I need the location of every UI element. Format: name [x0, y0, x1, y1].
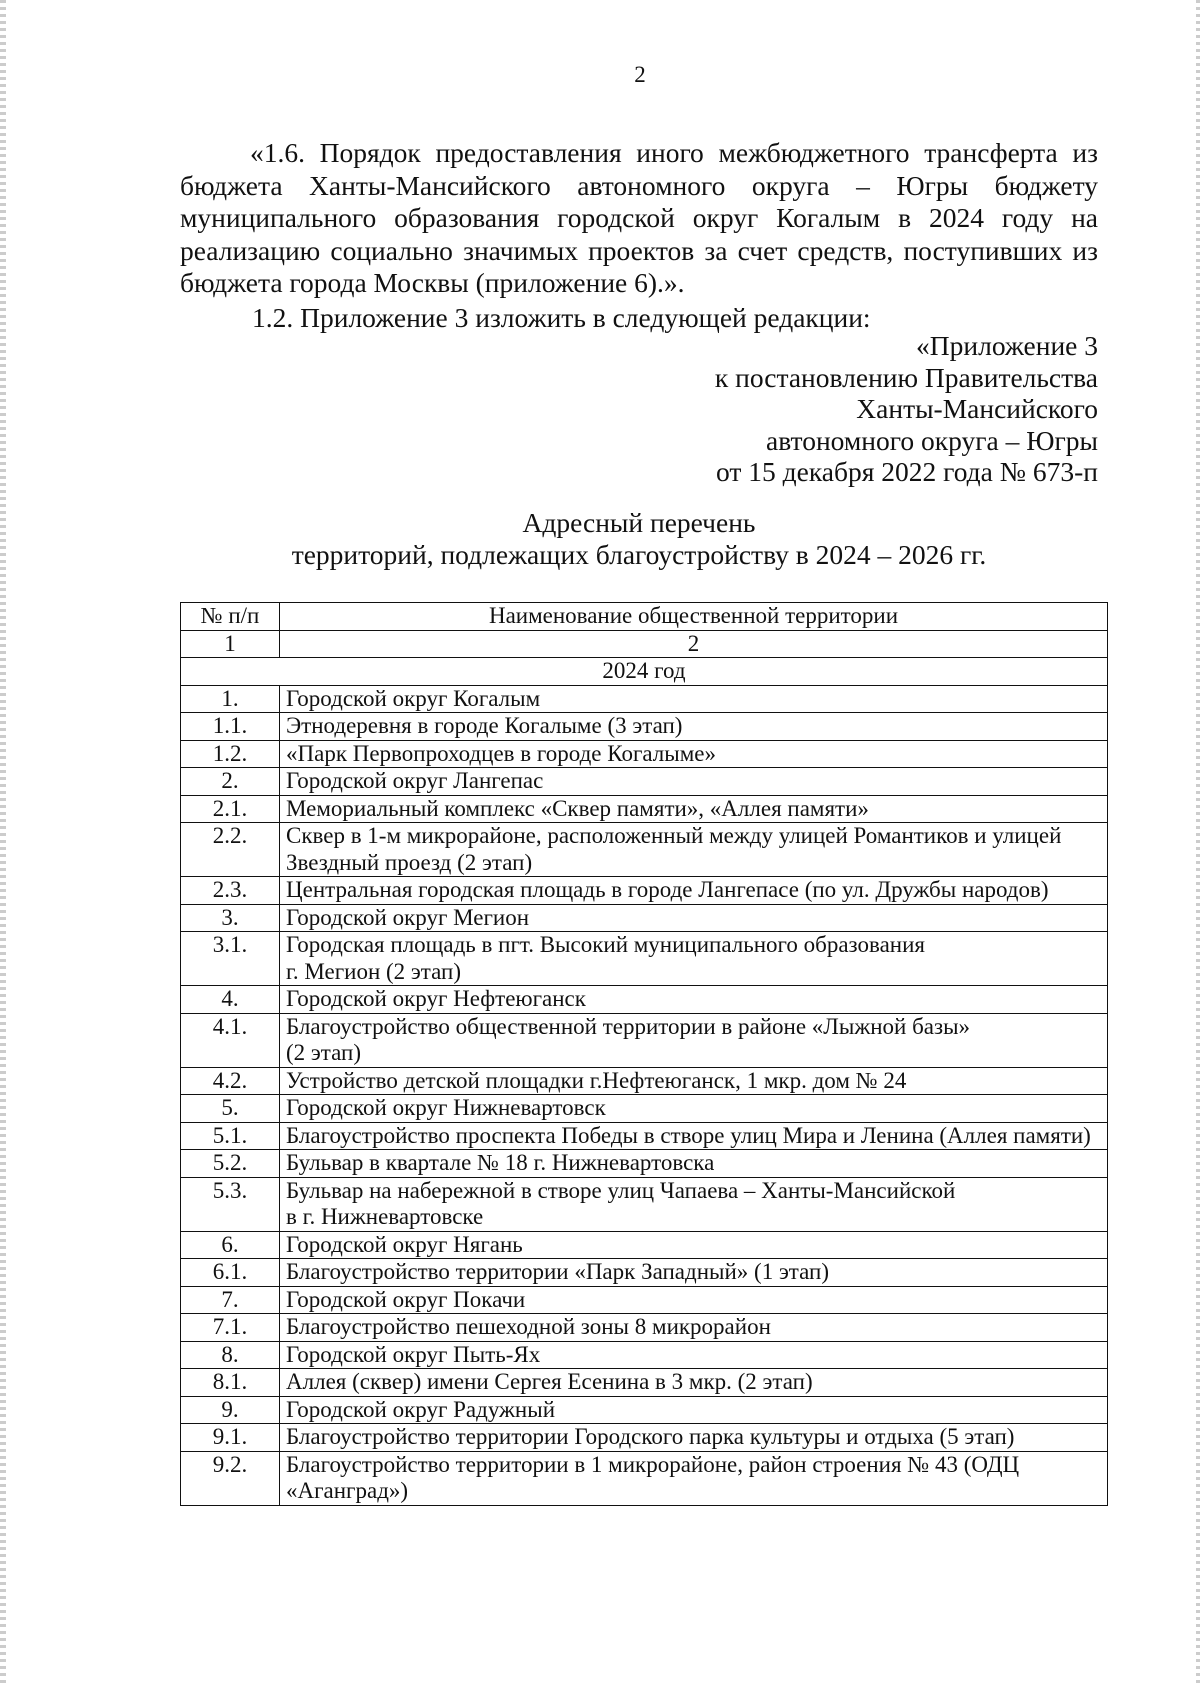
row-territory-name: Городской округ Нижневартовск — [280, 1095, 1108, 1123]
table-row — [181, 932, 1108, 986]
row-territory-name: Городская площадь в пгт. Высокий муниципального образования г. Мегион (2 этап) — [280, 932, 1108, 986]
row-number: 6. — [181, 1231, 280, 1259]
table-row — [181, 877, 1108, 905]
row-number: 2.1. — [181, 795, 280, 823]
row-territory-name: Бульвар на набережной в створе улиц Чапаева – Ханты-Мансийской в г. Нижневартовске — [280, 1177, 1108, 1231]
row-number: 8.1. — [181, 1369, 280, 1397]
row-number: 8. — [181, 1341, 280, 1369]
row-number: 7. — [181, 1286, 280, 1314]
appendix-line: к постановлению Правительства — [714, 361, 1098, 393]
table-row — [181, 904, 1108, 932]
row-territory-name: Аллея (сквер) имени Сергея Есенина в 3 мкр. (2 этап) — [280, 1369, 1108, 1397]
appendix-header — [715, 330, 1098, 488]
row-territory-name: Городской округ Покачи — [280, 1286, 1108, 1314]
row-number: 9.1. — [181, 1424, 280, 1452]
header-number: № п/п — [181, 603, 280, 631]
row-territory-name: Городской округ Когалым — [280, 685, 1108, 713]
row-number: 2.3. — [181, 877, 280, 905]
table-header-row — [181, 603, 1108, 631]
table-row — [181, 823, 1108, 877]
row-number: 4.2. — [181, 1067, 280, 1095]
title-line: территорий, подлежащих благоустройству в 2024 – 2026 гг. — [291, 539, 987, 570]
row-territory-name: Центральная городская площадь в городе Лангепасе (по ул. Дружбы народов) — [280, 877, 1108, 905]
table-row — [181, 1122, 1108, 1150]
title-line: Адресный перечень — [522, 507, 756, 538]
row-territory-name: Устройство детской площадки г.Нефтеюганск, 1 мкр. дом № 24 — [280, 1067, 1108, 1095]
scan-edge — [1196, 0, 1200, 1686]
row-territory-name: Бульвар в квартале № 18 г. Нижневартовска — [280, 1150, 1108, 1178]
page-number: 2 — [634, 62, 646, 87]
table-row — [181, 1286, 1108, 1314]
row-number: 4. — [181, 986, 280, 1014]
section-row — [181, 658, 1108, 686]
appendix-line: Ханты-Мансийского — [856, 393, 1098, 424]
table-row — [181, 1341, 1108, 1369]
row-territory-name: Городской округ Пыть-Ях — [280, 1341, 1108, 1369]
table-row — [181, 1451, 1108, 1505]
table-row — [181, 1150, 1108, 1178]
row-territory-name: Этнодеревня в городе Когалыме (3 этап) — [280, 713, 1108, 741]
table-row — [181, 713, 1108, 741]
row-territory-name: «Парк Первопроходцев в городе Когалыме» — [280, 740, 1108, 768]
paragraph-1-6: «1.6. Порядок предоставления иного межбюджетного трансферта из бюджета Ханты-Мансийского автономного округа – Югры бюджету муниципального образования городской округ Когалым в 2024 году на реализацию социально значимых проектов за счет средств, поступивших из бюджета города Москвы (приложение 6).». — [180, 137, 1098, 298]
row-territory-name: Городской округ Лангепас — [280, 768, 1108, 796]
row-number: 3.1. — [181, 932, 280, 986]
row-number: 2.2. — [181, 823, 280, 877]
row-territory-name: Благоустройство территории «Парк Западный» (1 этап) — [280, 1259, 1108, 1287]
row-territory-name: Благоустройство территории Городского парка культуры и отдыха (5 этап) — [280, 1424, 1108, 1452]
appendix-line: автономного округа – Югры — [766, 424, 1098, 456]
row-number: 9.2. — [181, 1451, 280, 1505]
column-number-row — [181, 630, 1108, 658]
row-territory-name: Благоустройство территории в 1 микрорайоне, район строения № 43 (ОДЦ «Аганград») — [280, 1451, 1108, 1505]
document-title — [180, 507, 1098, 571]
table-row — [181, 1231, 1108, 1259]
paragraph-1-2: 1.2. Приложение 3 изложить в следующей редакции: — [252, 302, 871, 333]
row-number: 5.2. — [181, 1150, 280, 1178]
header-name: Наименование общественной территории — [280, 603, 1108, 631]
table-row — [181, 768, 1108, 796]
row-territory-name: Мемориальный комплекс «Сквер памяти», «Аллея памяти» — [280, 795, 1108, 823]
scan-edge — [0, 0, 6, 1686]
table-row — [181, 1177, 1108, 1231]
appendix-line: «Приложение 3 — [916, 330, 1098, 361]
row-territory-name: Городской округ Нефтеюганск — [280, 986, 1108, 1014]
table-row — [181, 1259, 1108, 1287]
row-number: 1.1. — [181, 713, 280, 741]
table-row — [181, 795, 1108, 823]
row-territory-name: Благоустройство пешеходной зоны 8 микрорайон — [280, 1314, 1108, 1342]
territory-table — [180, 602, 1108, 1506]
row-territory-name: Городской округ Радужный — [280, 1396, 1108, 1424]
row-number: 5. — [181, 1095, 280, 1123]
row-number: 6.1. — [181, 1259, 280, 1287]
row-territory-name: Сквер в 1-м микрорайоне, расположенный между улицей Романтиков и улицей Звездный проезд (2 этап) — [280, 823, 1108, 877]
col-number-2: 2 — [280, 630, 1108, 658]
row-number: 4.1. — [181, 1013, 280, 1067]
row-number: 1. — [181, 685, 280, 713]
table-row — [181, 1369, 1108, 1397]
table-row — [181, 1314, 1108, 1342]
row-territory-name: Городской округ Мегион — [280, 904, 1108, 932]
row-number: 3. — [181, 904, 280, 932]
table-row — [181, 740, 1108, 768]
table-row — [181, 1396, 1108, 1424]
table-row — [181, 1095, 1108, 1123]
table-row — [181, 1067, 1108, 1095]
table-row — [181, 1013, 1108, 1067]
row-territory-name: Благоустройство проспекта Победы в створе улиц Мира и Ленина (Аллея памяти) — [280, 1122, 1108, 1150]
row-territory-name: Благоустройство общественной территории в районе «Лыжной базы» (2 этап) — [280, 1013, 1108, 1067]
section-label: 2024 год — [181, 658, 1108, 686]
row-territory-name: Городской округ Нягань — [280, 1231, 1108, 1259]
row-number: 2. — [181, 768, 280, 796]
table-row — [181, 1424, 1108, 1452]
row-number: 9. — [181, 1396, 280, 1424]
row-number: 7.1. — [181, 1314, 280, 1342]
table-row — [181, 685, 1108, 713]
row-number: 5.3. — [181, 1177, 280, 1231]
col-number-1: 1 — [181, 630, 280, 658]
row-number: 1.2. — [181, 740, 280, 768]
table-row — [181, 986, 1108, 1014]
appendix-line: от 15 декабря 2022 года № 673-п — [715, 456, 1098, 487]
row-number: 5.1. — [181, 1122, 280, 1150]
